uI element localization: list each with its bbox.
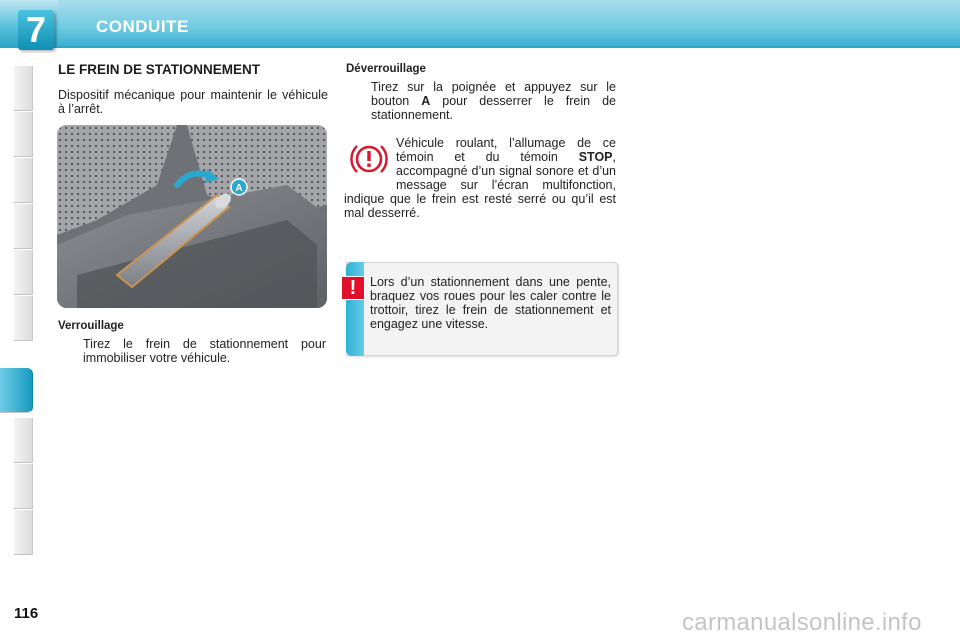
locking-bullet (58, 337, 326, 365)
chapter-tab-8[interactable] (14, 418, 33, 463)
chapter-title: CONDUITE (96, 17, 189, 36)
warning-paragraph: Véhicule roulant, l’allumage de ce témoin et du témoin STOP, accompagné d’un signal sonore et d’un message sur l’écran multifonction, indique que le frein est resté serré ou qu’il est mal desserré. (344, 136, 616, 220)
chapter-tab-5[interactable] (14, 250, 33, 295)
unlocking-bullet (346, 80, 616, 122)
chapter-tab-10[interactable] (14, 510, 33, 555)
parking-tip-text: Lors d’un stationnement dans une pente, braquez vos roues pour les caler contre le trottoir, tirez le frein de stationnement et engagez une vitesse. (370, 275, 611, 331)
chapter-tab-6[interactable] (14, 296, 33, 341)
chapter-tab-3[interactable] (14, 158, 33, 203)
unlocking-bullet-text: Tirez sur la poignée et appuyez sur le bouton A pour desserrer le frein de stationnement. (371, 80, 616, 122)
exclamation-icon: ! (341, 276, 365, 300)
chapter-tabs (0, 66, 36, 578)
callout-a-label: A (235, 183, 243, 194)
chapter-tab-4[interactable] (14, 204, 33, 249)
parking-brake-photo (57, 125, 327, 308)
chapter-badge: 7 (18, 10, 54, 50)
stop-label: STOP (578, 150, 613, 164)
intro-paragraph: Dispositif mécanique pour maintenir le véhicule à l’arrêt. (58, 88, 328, 116)
chapter-tab-1[interactable] (14, 66, 33, 111)
parking-brake-illustration (57, 125, 327, 308)
header-strip (58, 0, 960, 46)
chapter-tab-2[interactable] (14, 112, 33, 157)
watermark: carmanualsonline.info (682, 609, 922, 636)
chapter-tab-7-active[interactable] (0, 368, 33, 413)
button-a-label: A (421, 94, 431, 108)
page-number: 116 (14, 605, 39, 622)
locking-title: Verrouillage (58, 320, 124, 332)
chapter-tab-9[interactable] (14, 464, 33, 509)
locking-bullet-text: Tirez le frein de stationnement pour immobiliser votre véhicule. (83, 337, 326, 365)
section-title: LE FREIN DE STATIONNEMENT (58, 62, 260, 77)
unlocking-title: Déverrouillage (346, 63, 426, 75)
